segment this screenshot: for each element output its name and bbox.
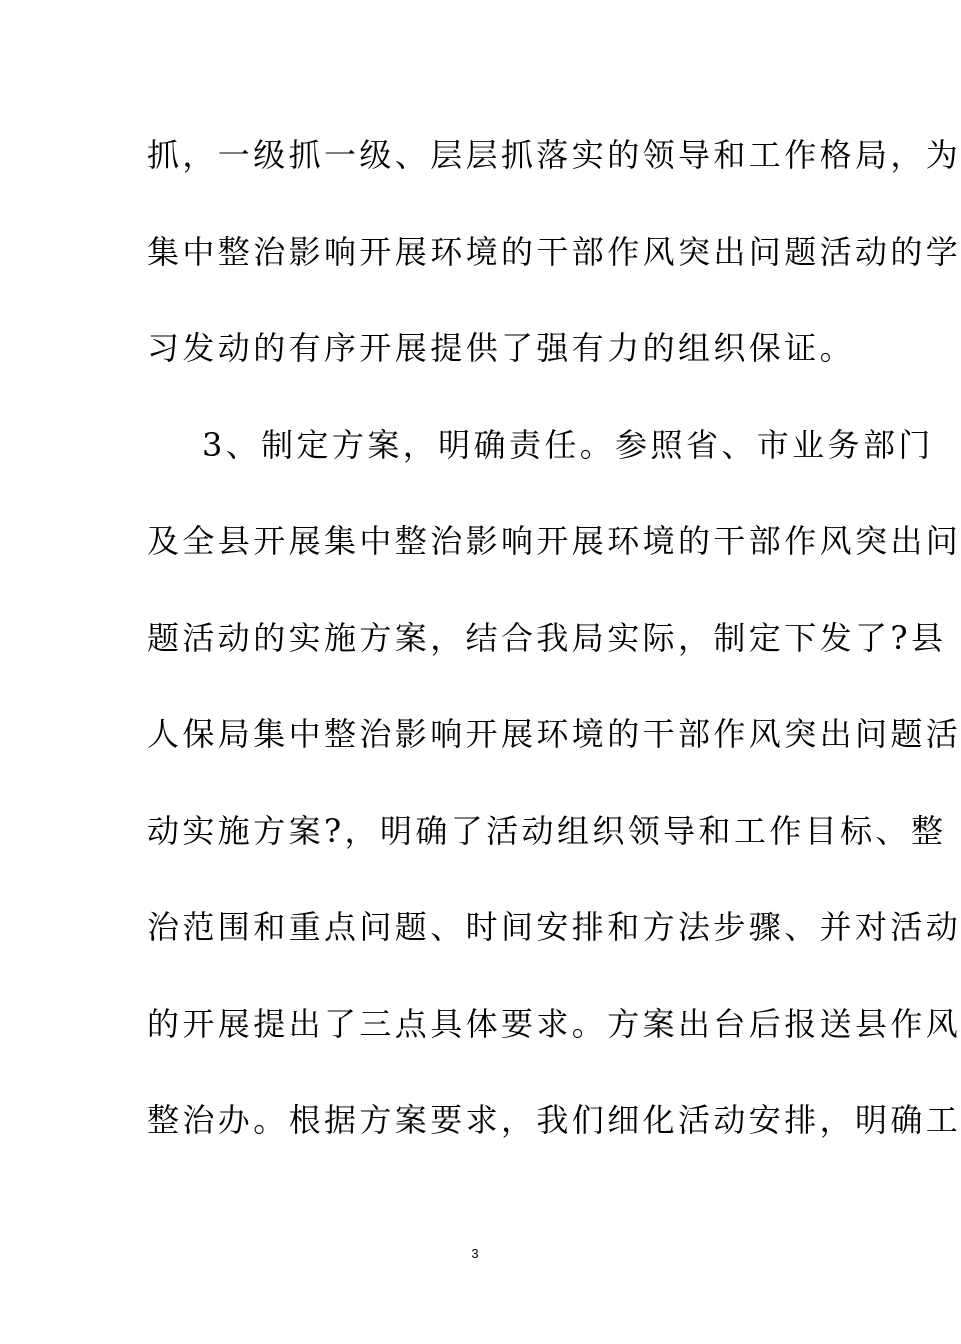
- body-text: [147, 120, 961, 1182]
- text-line: 习发动的有序开展提供了强有力的组织保证。: [147, 329, 856, 367]
- page-number: 3: [471, 1246, 479, 1261]
- text-line: 集中整治影响开展环境的干部作风突出问题活动的学: [147, 232, 961, 271]
- text-line: 题活动的实施方案，结合我局实际，制定下发了?县: [147, 618, 947, 657]
- text-line: 动实施方案?，明确了活动组织领导和工作目标、整: [147, 811, 947, 850]
- text-line: 治范围和重点问题、时间安排和方法步骤、并对活动: [147, 908, 961, 946]
- paragraph-start-line: 3、制定方案，明确责任。参照省、市业务部门: [202, 425, 934, 464]
- text-line: 整治办。根据方案要求，我们细化活动安排，明确工: [147, 1101, 961, 1139]
- text-line: 人保局集中整治影响开展环境的干部作风突出问题活: [147, 715, 961, 753]
- text-line: 的开展提出了三点具体要求。方案出台后报送县作风: [147, 1004, 961, 1043]
- text-line: 抓，一级抓一级、层层抓落实的领导和工作格局，为: [147, 136, 961, 174]
- text-line: 及全县开展集中整治影响开展环境的干部作风突出问: [147, 522, 961, 560]
